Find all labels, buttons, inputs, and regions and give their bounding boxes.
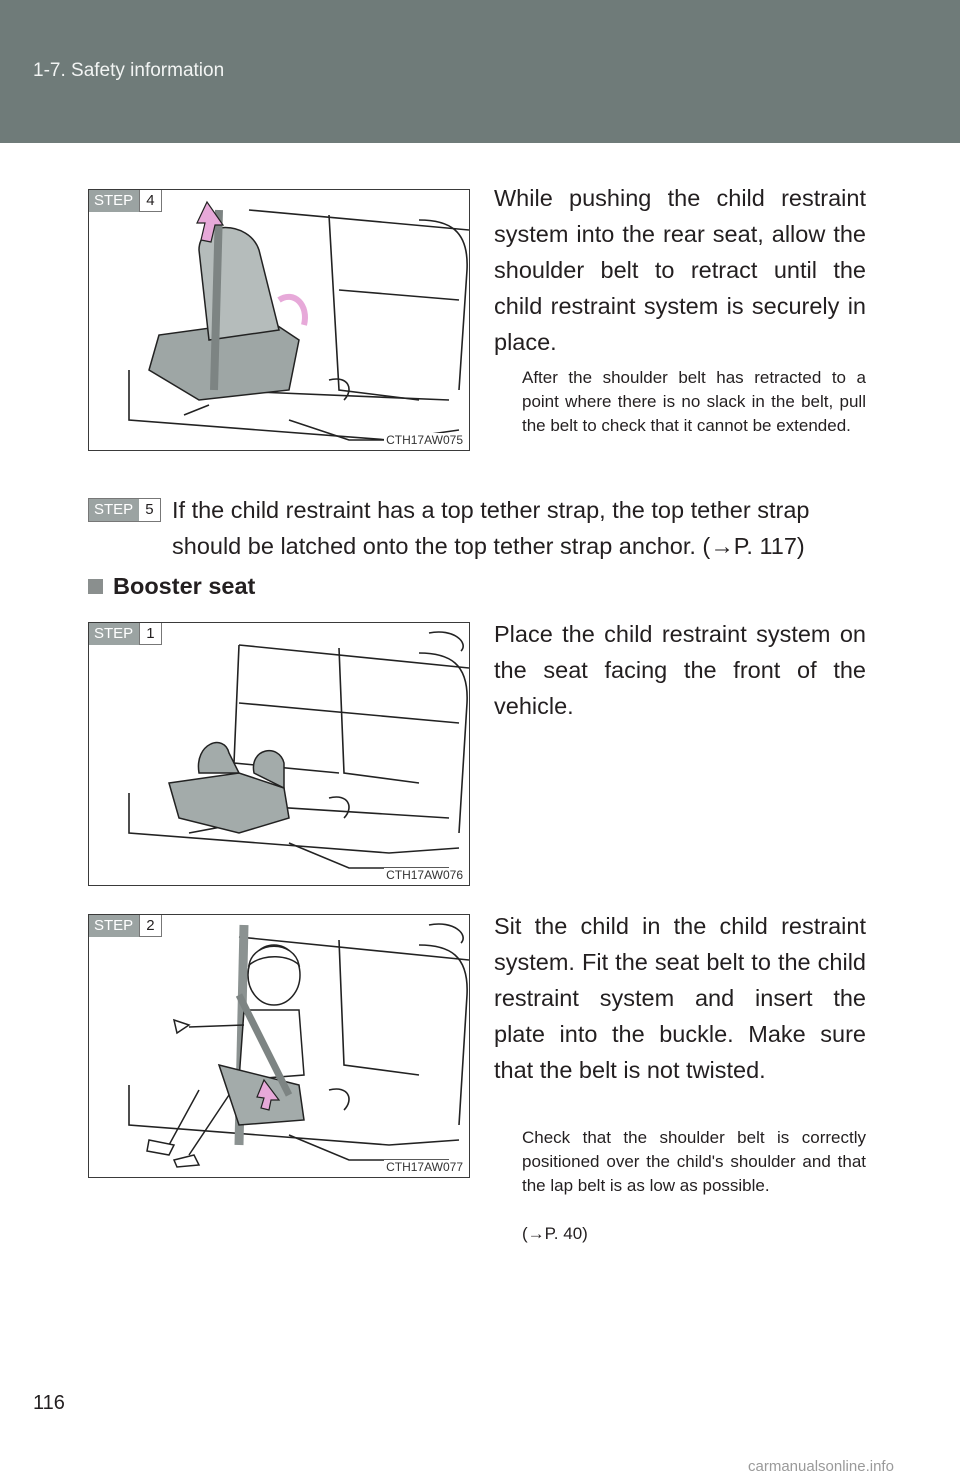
child-seat-illustration <box>89 190 470 451</box>
figure-booster-step-1 <box>88 622 470 886</box>
figure-code: CTH17AW076 <box>386 868 463 882</box>
step5-badge <box>88 498 161 522</box>
figure-step-4 <box>88 189 470 451</box>
booster-seat-heading <box>88 573 255 600</box>
step-badge <box>89 623 162 645</box>
step5-text-line2: should be latched onto the top tether strap anchor. (→P. 117) <box>172 533 805 559</box>
step-label: STEP <box>89 190 139 212</box>
square-bullet-icon <box>88 579 103 594</box>
step4-text: While pushing the child restraint system into the rear seat, allow the shoulder belt to retract until the child restraint system is securely in place. <box>494 185 866 355</box>
booster-step2-note: Check that the shoulder belt is correctly positioned over the child's shoulder and that the lap belt is as low as possible. <box>522 1128 866 1195</box>
page-header <box>0 0 960 143</box>
step4-note: After the shoulder belt has retracted to a point where there is no slack in the belt, pull the belt to check that it cannot be extended. <box>522 368 866 435</box>
figure-code: CTH17AW077 <box>386 1160 463 1174</box>
booster-step2-text: Sit the child in the child restraint system. Fit the seat belt to the child restraint system and insert the plate into the buckle. Make sure that the belt is not twisted. <box>494 913 866 1083</box>
step-number: 5 <box>139 499 159 521</box>
booster-step1-text: Place the child restraint system on the seat facing the front of the vehicle. <box>494 621 866 719</box>
booster-step2-ref: (→P. 40) <box>522 1224 588 1243</box>
figure-booster-step-2 <box>88 914 470 1178</box>
step-label: STEP <box>89 623 139 645</box>
step-label: STEP <box>89 499 139 521</box>
step-badge <box>89 190 162 212</box>
step-label: STEP <box>89 915 139 937</box>
step-badge <box>89 915 162 937</box>
booster-seat-illustration <box>89 623 470 886</box>
step-number: 2 <box>139 915 161 937</box>
page-number: 116 <box>33 1392 65 1414</box>
step5-text-line1: If the child restraint has a top tether strap, the top tether strap <box>172 497 810 523</box>
watermark: carmanualsonline.info <box>748 1458 894 1475</box>
child-in-booster-illustration <box>89 915 470 1178</box>
heading-text: Booster seat <box>113 573 256 599</box>
section-title: 1-7. Safety information <box>33 60 225 81</box>
step-number: 1 <box>139 623 161 645</box>
step-number: 4 <box>139 190 161 212</box>
figure-code: CTH17AW075 <box>386 433 463 447</box>
